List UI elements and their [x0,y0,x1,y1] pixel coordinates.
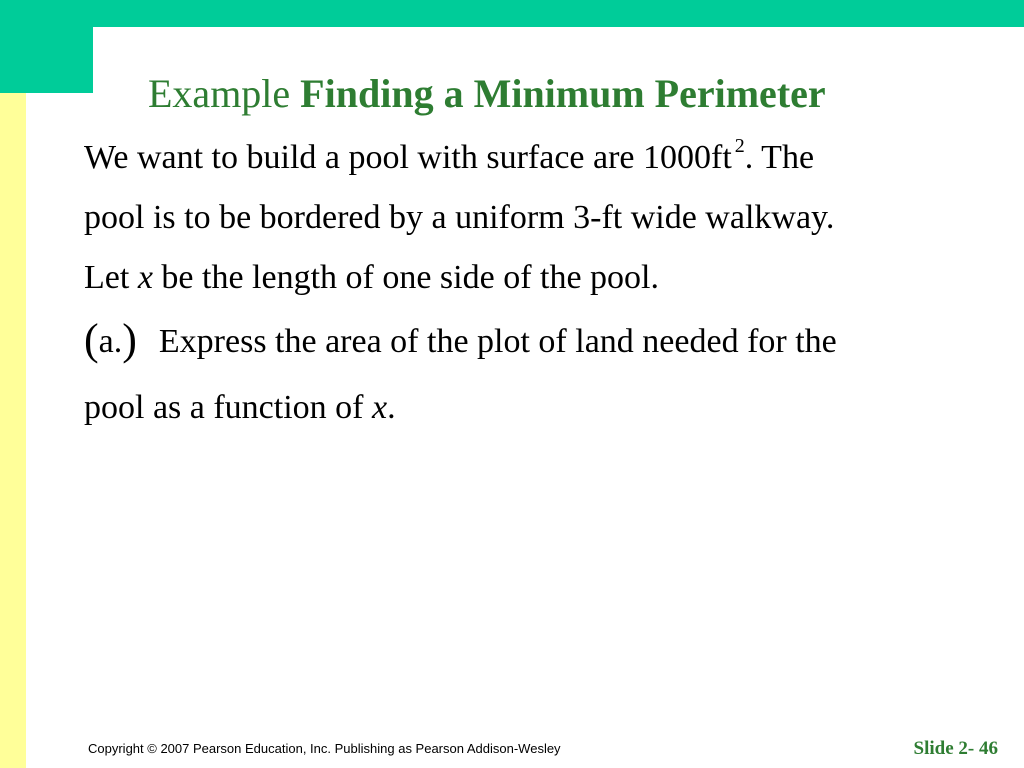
line1-end: . The [744,139,815,176]
body-line-4 [84,315,837,364]
variable-x: x [137,259,153,296]
line5-end: . [387,389,396,426]
copyright-notice: Copyright © 2007 Pearson Education, Inc. Publishing as Pearson Addison-Wesley [88,741,561,756]
title-main: Finding a Minimum Perimeter [300,71,826,116]
part-label: a. [98,323,123,360]
slide-title [148,70,826,118]
corner-accent-square [0,0,93,93]
variable-x: x [372,389,388,426]
line1-text: We want to build a pool with surface are 1000ft [84,139,732,176]
body-line-2: pool is to be bordered by a uniform 3-ft wide walkway. [84,199,835,236]
slide-number: Slide 2- 46 [913,738,998,759]
part-a-text: Express the area of the plot of land needed for the [158,323,837,360]
body-line-3 [84,258,659,298]
superscript: 2 [734,135,745,157]
title-prefix: Example [148,71,291,116]
top-accent-bar [0,0,1024,27]
line5-start: pool as a function of [84,389,372,426]
part-open-paren: ( [84,315,99,364]
part-close-paren: ) [122,315,137,364]
line3-start: Let [84,259,138,296]
line3-end: be the length of one side of the pool. [152,259,660,296]
body-line-1 [84,135,815,182]
left-accent-strip [0,0,26,768]
body-line-5 [84,388,396,428]
